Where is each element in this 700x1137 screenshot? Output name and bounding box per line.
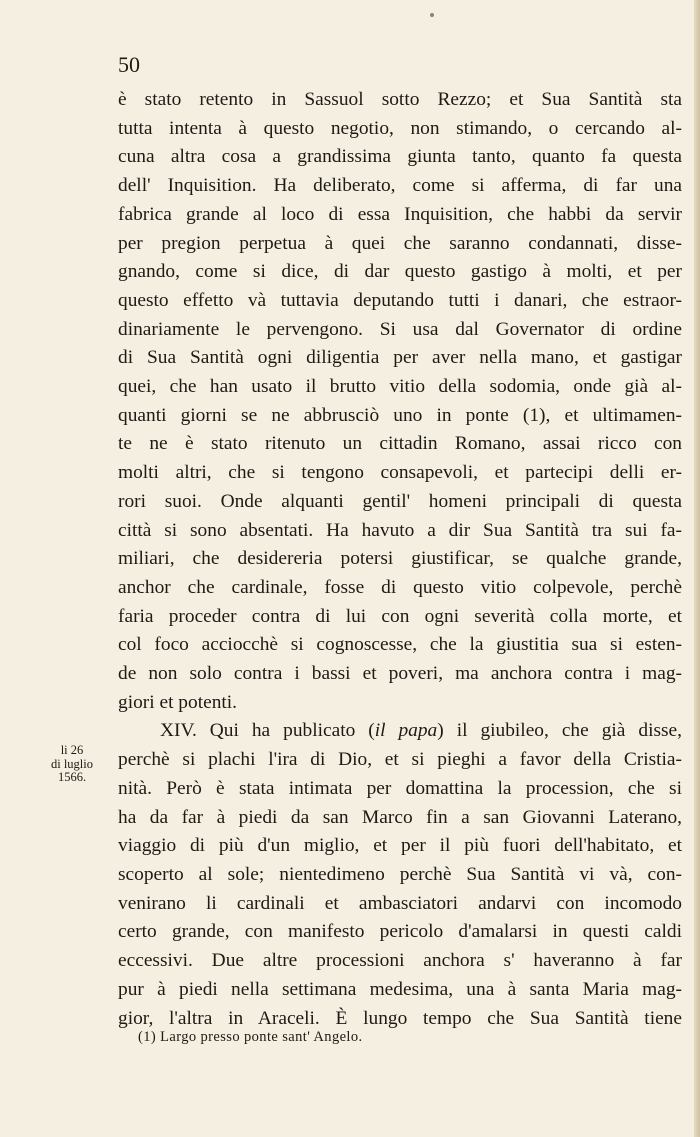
margin-note-line: 1566. xyxy=(57,770,87,784)
text-line: gnando, come si dice, di dar questo gastigo à molti, et per xyxy=(118,261,682,283)
text-line: è stato retento in Sassuol sotto Rezzo; et Sua Santità sta xyxy=(118,89,682,110)
paragraph-1 xyxy=(118,86,682,717)
text-line: giori et potenti. xyxy=(118,691,238,713)
text-line: te ne è stato ritenuto un cittadin Romano, assai ricco con xyxy=(118,433,682,455)
text-line: cuna altra cosa a grandissima giunta tanto, quanto fa questa xyxy=(118,146,682,168)
page-edge xyxy=(694,0,700,1137)
text-line: rori suoi. Onde alquanti gentil' homeni principali di questa xyxy=(118,490,682,512)
text-line: ha da far à piedi da san Marco fin a san Giovanni Laterano, xyxy=(118,806,682,828)
text-line: tutta intenta à questo negotio, non stimando, o cercando al- xyxy=(118,117,682,139)
text-line: quei, che han usato il brutto vitio della sodomia, onde già al- xyxy=(118,376,682,398)
paragraph-2 xyxy=(118,717,682,1033)
text-fragment: ) il giubileo, che già disse, xyxy=(437,720,683,742)
page-number: 50 xyxy=(118,52,140,77)
text-line: miliari, che desidereria potersi giustificar, se qualche grande, xyxy=(118,548,682,570)
text-line: fabrica grande al loco di essa Inquisition, che habbi da servir xyxy=(118,203,682,225)
text-line: questo effetto và tuttavia deputando tutti i danari, che estraor- xyxy=(118,289,682,311)
italic-fragment: il papa xyxy=(374,720,438,742)
text-line: per pregion perpetua à quei che saranno condannati, disse- xyxy=(118,232,682,254)
text-line: di Sua Santità ogni diligentia per aver nella mano, et gastigar xyxy=(118,347,682,369)
text-line: viaggio di più d'un miglio, et per il più fuori dell'habitato, et xyxy=(118,835,682,857)
text-line: perchè si plachi l'ira di Dio, et si pieghi a favor della Cristia- xyxy=(118,749,682,771)
text-line: quanti giorni se ne abbrusciò uno in ponte (1), et ultimamen- xyxy=(118,404,682,426)
margin-note-line: li 26 xyxy=(60,743,84,757)
text-line: faria proceder contra di lui con ogni severità colla morte, et xyxy=(118,605,682,627)
text-line: molti altri, che si tengono consapevoli, et partecipi delli er- xyxy=(118,462,682,484)
text-line: certo grande, con manifesto pericolo d'amalarsi in questi caldi xyxy=(118,921,682,943)
text-line: città si sono absentati. Ha havuto a dir Sua Santità tra sui fa- xyxy=(118,519,682,541)
text-line: eccessivi. Due altre processioni anchora s' haveranno à far xyxy=(118,950,682,972)
text-line: dell' Inquisition. Ha deliberato, come si afferma, di far una xyxy=(118,175,682,197)
margin-date-note xyxy=(38,744,106,785)
footnote: (1) Largo presso ponte sant' Angelo. xyxy=(138,1029,363,1045)
text-line: nità. Però è stata intimata per domattina la procession, che si xyxy=(118,777,682,799)
text-fragment: XIV. Qui ha publicato ( xyxy=(160,720,375,742)
text-line: scoperto al sole; nientedimeno perchè Sua Santità vi và, con- xyxy=(118,863,682,885)
text-line: venirano li cardinali et ambasciatori andarvi con incomodo xyxy=(118,892,682,914)
paper-speck xyxy=(430,13,434,17)
margin-note-line: di luglio xyxy=(50,756,94,771)
text-line: anchor che cardinale, fosse di questo vitio colpevole, perchè xyxy=(118,576,682,598)
body-text xyxy=(118,86,682,1033)
paragraph-2-first-line xyxy=(118,717,682,746)
text-line: col foco acciocchè si cognoscesse, che la giustitia sua si esten- xyxy=(118,634,682,656)
text-line: dinariamente le pervengono. Si usa dal Governator di ordine xyxy=(118,318,682,340)
text-line: gior, l'altra in Araceli. È lungo tempo che Sua Santità tiene xyxy=(118,1007,682,1029)
text-line: de non solo contra i bassi et poveri, ma anchora contra i mag- xyxy=(118,663,682,685)
text-line: pur à piedi nella settimana medesima, una à santa Maria mag- xyxy=(118,978,682,1000)
